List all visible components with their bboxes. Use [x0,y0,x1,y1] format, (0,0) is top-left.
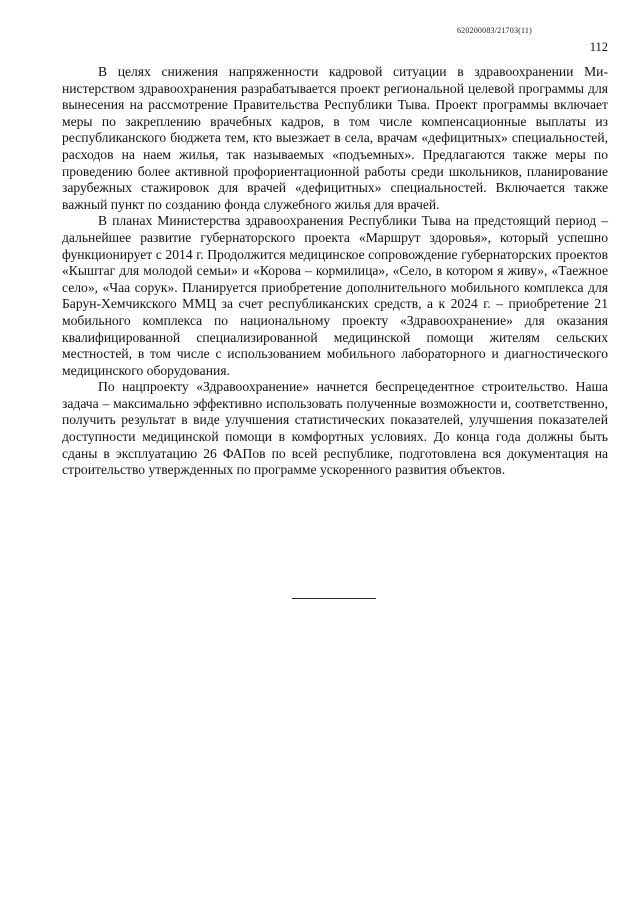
document-id: 620200083/21703(11) [456,26,532,35]
paragraph-staffing: В целях снижения напряженности кадровой ситуации в здравоохранении Министерством здравоохранения разрабатывается проект региональной целевой программы для вынесения на рассмотрение Правительства Республики Тыва. Проект программы включает меры по закреплению врачебных кадров, в том числе компенсационные выплаты из республиканского бюджета тем, кто выезжает в села, врачам «дефицитных» специальностей, расходов на наем жилья, так называемых «подъемных». Предлагаются также меры по проведению более активной профориентационной работы среди школьников, планирование зарубежных стажировок для врачей «дефицитных» специальностей. Включается также важный пункт по созданию фонда служебного жилья для врачей. [62,64,608,212]
end-separator-line [292,598,376,599]
body-text [62,64,608,479]
page-number: 112 [589,40,608,54]
paragraph-national-project: По нацпроекту «Здравоохранение» начнется беспрецедентное строительство. Наша задача – максимально эффективно использовать полученные возможности и, соответственно, получить результат в виде улучшения статистических показателей, улучшения показателей доступности медицинской помощи в комфортных условиях. До конца года должны быть сданы в эксплуатацию 26 ФАПов по всей республике, подготовлена вся документация на строительство утвержденных по программе ускоренного развития объектов. [62,379,608,478]
paragraph-ministry-plans: В планах Министерства здравоохранения Республики Тыва на предстоящий период – дальнейшее развитие губернаторского проекта «Маршрут здоровья», который успешно функционирует с 2014 г. Продолжится медицинское сопровождение губернаторских проектов «Кыштаг для молодой семьи» и «Корова – кормилица», «Село, в котором я живу», «Таежное село», «Чаа сорук». Планируется приобретение дополнительного мобильного комплекса для Барун-Хемчикского ММЦ за счет республиканских средств, а к 2024 г. – приобретение 21 мобильного комплекса по национальному проекту «Здравоохранение» для оказания квалифицированной специализированной медицинской помощи жителям сельских местностей, в том числе с использованием мобильного лабораторного и диагностического медицинского оборудования. [62,213,608,378]
